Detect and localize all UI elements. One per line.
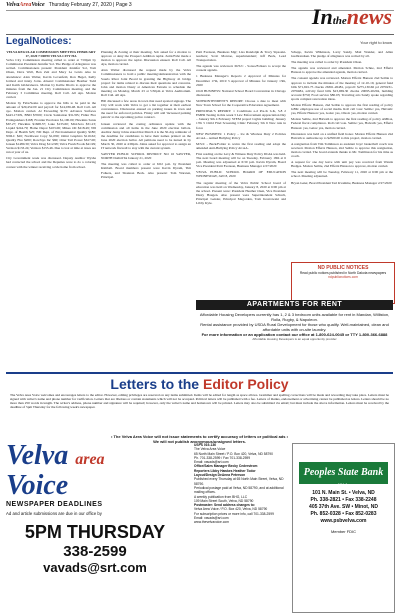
apartments-ad-text-2: Rental assistance provided by USDA Rural Development for those who qualify. Well-maintained, clean and affordable units with on-site laundry. (200, 322, 389, 332)
masthead (194, 443, 289, 611)
masthead-line: For subscription prices or more info, call 701-338-2599 (194, 511, 274, 516)
fdic-badge: Member FDIC (330, 529, 357, 534)
deadline-time: 5PM THURSDAY (24, 522, 166, 542)
masthead-line: Postmaster: Send address changes to: (194, 503, 256, 508)
np-ad-title: ND PUBLIC NOTICES (292, 263, 394, 271)
deadlines-subtext: Ad and article submissions are due in our office by (6, 511, 102, 516)
letters-policy-note-1: • The Velva Area Voice will not issue statements to certify accuracy of letters or political ads • (110, 434, 289, 439)
letters-policy-title: Letters to the Editor Policy (110, 376, 289, 392)
apartments-ad (196, 300, 393, 370)
deadlines-ad (6, 440, 184, 611)
section-tagline: Your right to know (360, 40, 392, 45)
header-divider (6, 34, 394, 35)
notice-paragraph: Alan Walter discussed the request made by the Velva Commissioners to hold a public meeting/demonstration with the Souris River Joint Board in granting the Highway 41 bridge project for items related to discuss their questions and concerns. John and motion Dusty at American Estrada to schedule the meeting on Monday, March 23 at 5:30pm at Velva Auditorium. Roll Call. All Aye. (101, 68, 191, 97)
apartments-ad-title: APARTMENTS FOR RENT (196, 300, 393, 310)
notice-paragraph: SAWYER PUBLIC SCHOOL DISTRICT NO 16 SAWYER, NORTH DAKOTA January 21, 2020 (101, 152, 191, 161)
notice-paragraph: The agenda was reviewed. M/S/C - Sonso/Folkers to accept the consent agenda. (196, 64, 286, 73)
notice-paragraph: Motion by Fabz/Seaks to approve the bills to be paid in the amount of $29,452.00 and payroll for $14,036.48. Roll Call. All aye. Motion carried. Al Exceeding $175: Advance Surfaces $443.17/DS, BND $7000; Circle Sanitation $31/DS; Fidler Fire Extinguishers $168; Frontier Precision $1,100.00; Hawkins Sarus $67.27; Hawkins $1668.37; Lake $135.60; Mid-Sota $31.23; Liquid $244.79; Home Depot $103.06; Mikes Oil $218.49; ND Dept. of Health $25; ND Dept. of Environmental Quality $180; NDLC $26; Northwest Copy $1,090; Omni Graphics $116.62; Quality Fire $200; Ron/Jays Inc $60; Otter Tail Power $617.00; Jensen $1480.30; Velva Drug $112.98; Velva Fresh Foods $41.99; Verizon $133.24; Verizon $153.46. Due to lost at time at taxes are run at year of us. (6, 101, 96, 155)
notice-paragraph: Jensen reviewed the zoning ordinance update with the commission and all items in the June 2020 election ballots. Auditor Jenny Johns stated that March 4 is the 30-day reminder of the deadline for candidates to have their names printed on the June 2020 election ballot. All petitions need to be turned in by March 30, 2020 at 4:00pm. Johns asked for approval to assign an IT network firewall to stay with the current system. (101, 121, 191, 151)
bank-website[interactable]: www.psbvelva.com (320, 518, 367, 524)
np-ad-subtitle: Read public notices published in North Dakota newspapers (299, 271, 387, 275)
notice-paragraph: NEW BUSINESS: 1 Policy – Ice & Wireless Duty 2 Policies ACAA – Armed Bullying Policy (196, 131, 286, 140)
letters-policy (6, 372, 393, 442)
deadlines-email[interactable]: vavads@srt.com (43, 560, 147, 575)
notice-paragraph: 1 Business Manager's Reports 2 Approval of Minutes for December 17th, 2019 3 Approval of Minutes for January 13th, 2020 (196, 74, 286, 87)
notice-paragraph: SUPERINTENDENT'S REPORT: Choose a date to meet with New Town School for the Cooperative Education Agreement. (196, 98, 286, 108)
bank-phone-1: Ph. 338-2821 • Fax 338-2248 (310, 497, 377, 503)
notice-paragraph: The meeting was called to order at 6:02 p.m. by President Kimball. Board members present were Kevin Dyram, Tim Folkers, and Shannon Beck. Also present: Tom Warsten, Principal. (101, 162, 191, 179)
masthead-line: Ph. 701-338-2599 / Fax 701-338-2599 (194, 455, 251, 460)
masthead-line: Layout/Design DeAnna Peterson (194, 473, 246, 478)
notice-paragraph: Motion Seiltie, 2nd Haivath to approve the first reading of policy AMKA, Federal fiscal compliance. Roll call vote. Seiltie: yes, Haivath: yes, Effertz Hanson: yes, Gaiss: yes, motion carried. (291, 117, 393, 130)
apartments-ad-text-1: Affordable Housing Developers currently has 1, 2 & 3 bedroom units available for rent in Mandan, Williston, Rolla, Rugby, & Napoleon. (199, 312, 390, 322)
masthead-line: Published every Thursday at 65 North Main Street, Velva, ND 58790. (194, 477, 284, 486)
notice-paragraph: A request for one day leave with unit pay was received from Wanda Hedges. Motion Seiltie, 2nd Effertz Hanson to approve, motion carried. (291, 160, 393, 169)
deadlines-heading: NEWSPAPER DEADLINES (6, 501, 103, 508)
notice-paragraph: Velva City Commission meeting called to order at 7:00pm by Commission President Jennifer Sol. The Pledge of Allegiance was recited. Commissioners present: President Jennifer Sol, Tom Olsen, Dave Wall, Ben Zeit and Mary Le Gavis Also in attendance: Alan Walter, Kevin Lovenfeld, Ron Hegel, Kelly Jermod and Jenny Jorns. Absent: Commissioner Heather Todd and Keith Gildersleeve. Motion by Kellie Dion's to approve the minutes from the Jan. 21 City Commission meeting, and the February 3 Committee meeting. Roll Call. All Aye. Motion carried. (6, 58, 96, 100)
voice-logo: Velva area Voice (6, 440, 105, 501)
masthead-line: Periodical postage paid at Velva, ND 58790, and at additional mailing offices. (194, 485, 284, 495)
masthead-line: www.thevelvavoice.com (194, 520, 229, 525)
notice-paragraph: Patti Evenson, Business Mgr; Lisa Randolph & Tracy Sipsoski-teachers; Scott Monroe, superintendent; Jeff Beck, Lead Transportation. (196, 50, 286, 63)
apartments-ad-contact: For more information or an application contact our office at 1-800-624-0045 or TTY 1-800-366-6888 (201, 332, 388, 337)
legal-column-2 (101, 50, 191, 340)
notice-paragraph: Schepp, Kevin Wilkinson, Larry Sandy, Matt Wander, and Allan Gudbrandsen. The pledge of allegiance was recited by all. (291, 50, 393, 59)
notice-paragraph: The agenda was reviewed and amended. Motion Schne, 2nd Effertz Hanson to approve the amended agenda, motion carried. (291, 66, 393, 75)
letters-policy-text: The Velva Area Voice welcomes and encourages letters to the editor. However, editing privileges are reserved on any items submitted. Items will be edited for length as space allows. Grammar and spelling corrections will be made and rewording may take place. Letters must be signed with writer's name and phone number for verification. Letters that are libelous or contain statements which will not be accepted. Political letters will be published with a fee. Letters of thanks, endorsement or advertising cannot be published as letters. Letters should be no more than 250 words in length. The writer's address, phone number and signature will be required; however, only the writer's name and hometown will be printed. Letters may also be submitted via email; but must include the above information. Letters must be received by the deadline of 5pm Thursday for the following week's newspaper. (10, 393, 389, 410)
masthead-line: A weekly publication from BHG, LLC (194, 494, 248, 499)
masthead-line: Reporters Libby Hawkes Heather Todor (194, 468, 256, 473)
masthead-line: The Velva Area Voice (194, 447, 226, 452)
notice-paragraph: A resignation from Tim Tomlinson as assistant boys' basketball coach was received. Motion Effertz Hanson, 2nd Seiltie to approve this resignation, motion carried. The board extends thanks to Mr. Tomlinson for his time as coach. (291, 141, 393, 159)
notice-paragraph: The consent agenda was reviewed. Motion Effertz Hanson 2nd Seiltie to approve to include the minutes of the meeting of 12-10-19, general fund bills $71,691.75 checks 26361-26481, payroll: $275,130.66 pd 2070231-2076484, activity fund bills $23,969.30 checks 20095-20204, building account $750; Food service $80.03; Traveling arts Sandy spoke regarding sports complex renovation ideas. (291, 76, 393, 101)
notice-paragraph: Planning & Zoning at their meeting. Sob asked for a motion to approve or deny the Prospect Addition replat. Zeitz/Fabz made a motion to approve the replat. Discussion ensued. Roll Call. All Aye, motion carried. (101, 50, 191, 67)
notice-paragraph: PRINCIPAL'S REPORT: 1 Conditions a-d Pre-K b-K, 5-8 2 EMPR Testing in this week 3 Law Enforcement Appreciation Day – January 9th 4 February STEM project Lights building; January 17th 5 Child Find Screening Clinic February 5th 6 New rule in force (196, 109, 286, 130)
letters-policy-note-2: We will not publish anonymous/unsigned letters. (153, 439, 246, 444)
dateline: Thursday February 27, 2020 | Page 3 (48, 2, 132, 8)
notice-paragraph: Hill discussed a few areas in town that need spotted signage. The City will work with Velva to get a list together at their earliest convenience. Discussion ensued on parking issues in town and the need for enforced policies. Finley will add 'increased parking patrols' to the upcoming police contract. (101, 99, 191, 120)
bank-address-1: 101 N. Main St. • Velva, ND (312, 490, 375, 496)
notice-paragraph: First reading on the Levy & Witness Duty Policy DGIA was held. The next board meeting will be on Tuesday, February 18th at 6 p.m. Meeting was adjourned at 6:30 p.m. Kevin Dyram, Board Vice President Patti Evenson, Business Manager 2/27/2020 (196, 151, 286, 169)
legal-column-3 (196, 50, 286, 340)
notice-paragraph: City Government week was discussed. Deputy Auditor Wysha had contacted the school and the Deputies were to do a coloring contest with the winner receiving a ride home from school. (6, 156, 96, 169)
notice-paragraph: OLD BUSINESS: National School Board Convention in Chicago discussion. (196, 88, 286, 97)
notice-paragraph: VELVA PUBLIC SCHOOL BOARD OF EDUCATION WEDNESDAY, JAN 8, 2020 (196, 170, 286, 179)
nd-public-notices-ad[interactable] (291, 262, 395, 304)
notice-paragraph: M/S/C - Beck/Folder to waive the first reading and adopt the amended Anti-Bullying Policy ACAA. (196, 141, 286, 150)
notice-paragraph: Bryan Geier, Board President Teri Kvamme, Business Manager 2/27/2020 (291, 180, 392, 185)
notice-paragraph: Motion Effertz Hanson, 2nd Seiltie to approve the first reading of policy GBK: employee use of social media. Roll call vote: Seiltie: yes, Haivath: yes, Effertz Hanson: yes, Gaiss: yes, Olson: yes, motion carried. (291, 103, 393, 116)
brand-logo: VelvaAreaVoice (6, 2, 45, 8)
deadlines-phone: 338-2599 (63, 543, 127, 560)
bank-phone-2: Ph. 852-0328 • Fax 852-0283 (310, 511, 377, 517)
section-flag: Inthenews (311, 4, 392, 29)
masthead-line: 109 Main Street South, Velva, ND 58790 (194, 498, 254, 503)
np-ad-url[interactable]: ndpublicnotices.com (328, 275, 358, 279)
notice-paragraph: Discussion was held on a unified field honor. Motion Effertz Hanson 2nd Haivath to authorize up to $2500.00 to this project, motion carried. (291, 131, 393, 140)
legal-column-4 (291, 50, 393, 260)
bank-logo: Peoples State Bank of Velva (299, 462, 388, 484)
masthead-line: Office/Sales Manager Becky Cederstrom (194, 464, 258, 469)
notice-paragraph: The next meeting will be Tuesday, February 11, 2020 at 6:00 pm at the school. Meeting adjourned. (291, 170, 393, 179)
apartments-ad-eho: Affordable Housing Developers is an equal opportunity provider (252, 337, 337, 341)
notice-paragraph: The meeting was called to order by President Olson. (291, 60, 363, 65)
notice-paragraph: The regular meeting of the Velva Public School board of education was held on Wednesday, January 8, 2020 at 6:00 pm at the school. Present were: President Heather Osen, Vice President Dusty Haugen. Also present were Superintendent Schuch, Principal Geisler, Principal Megorden, Tom Kostrowski and Libby Kyle. (196, 180, 286, 205)
masthead-line: USPS 019-136 (194, 443, 216, 447)
section-title: LegalNotices: (6, 36, 72, 47)
masthead-line: 65 North Main Street / P.O. Box 420, Velva, ND 58790 (194, 451, 273, 456)
bank-address-2: 405 37th Ave. SW • Minot, ND (309, 504, 378, 510)
notice-heading: VELVA REGULAR COMMISSION MEETING FEBRUARY 17, 2020 7:00PM VELVA CITY HA (6, 50, 96, 59)
legal-column-1 (6, 50, 96, 340)
bank-ad (292, 443, 395, 613)
masthead-line: Velva Area Voice / P.O. Box 420, Velva, ND 58790 (194, 507, 268, 512)
masthead-line: Email: vavads@srt.com (194, 516, 229, 521)
masthead-line: Email: vavads@srt.com (194, 460, 229, 465)
